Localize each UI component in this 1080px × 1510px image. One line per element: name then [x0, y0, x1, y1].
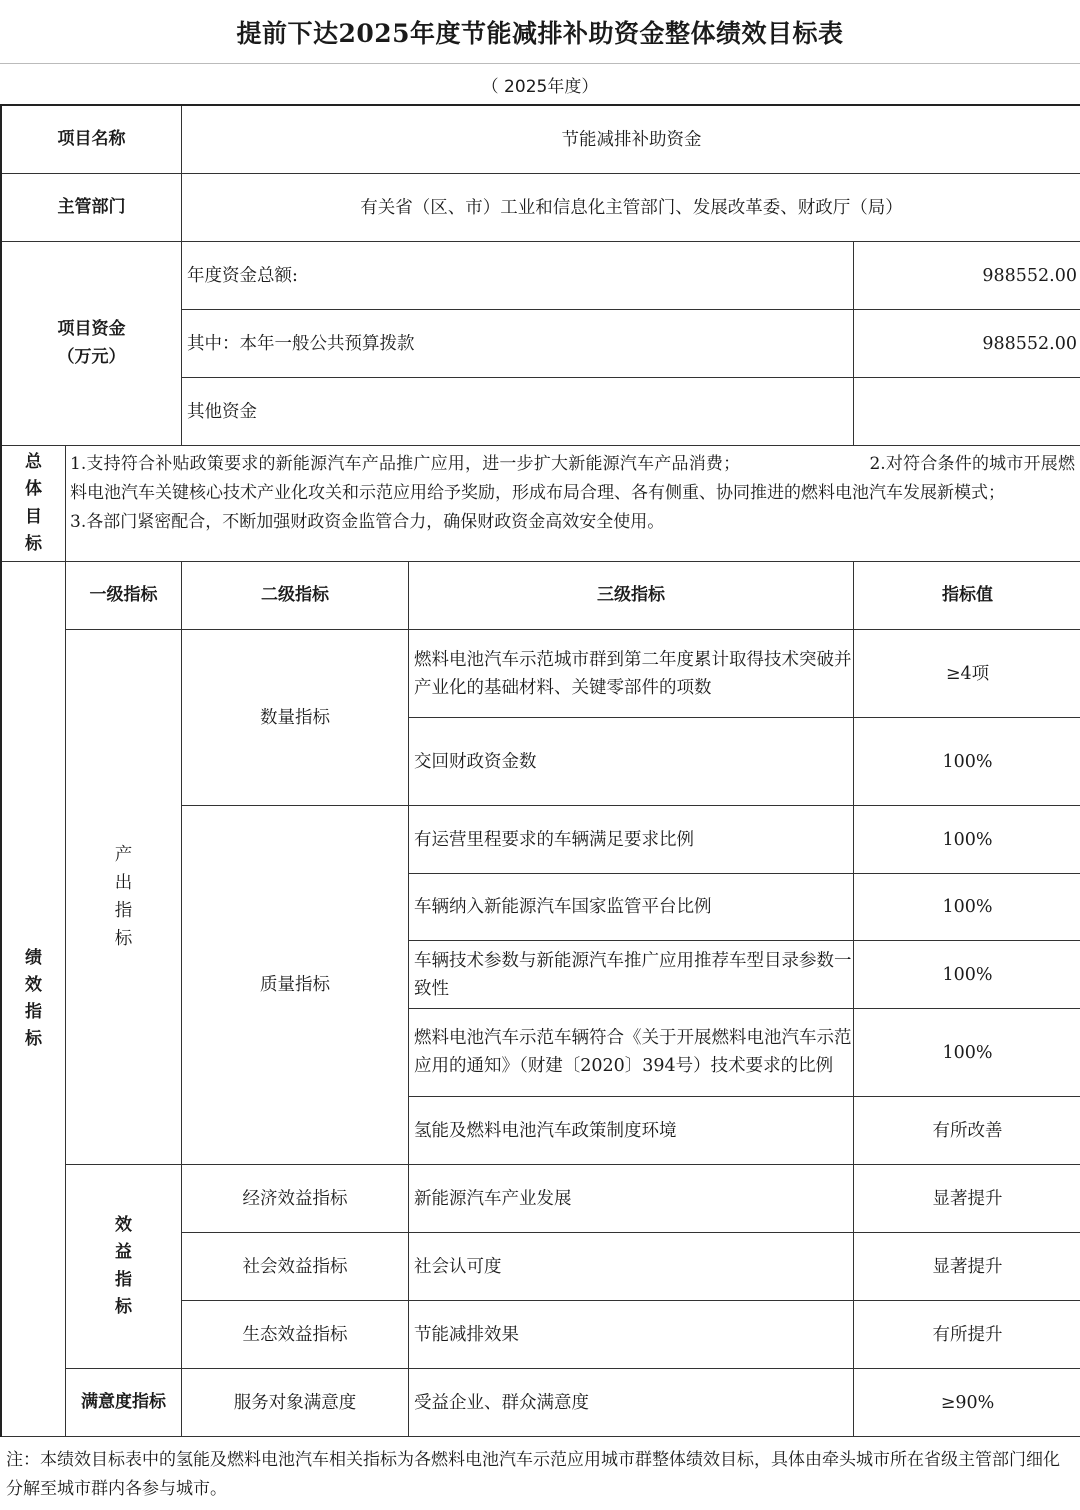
funds-other-label: 其他资金: [182, 378, 854, 446]
indicator-row-6-value: 100%: [854, 1009, 1080, 1097]
document-title: 提前下达2025年度节能减排补助资金整体绩效目标表: [0, 0, 1080, 64]
benefit-indicator-label: [66, 1165, 182, 1369]
quantity-indicator-label: 数量指标: [182, 630, 409, 806]
indicator-row-4-value: 100%: [854, 874, 1080, 941]
dept-value: 有关省（区、市）工业和信息化主管部门、发展改革委、财政厅（局）: [182, 174, 1080, 242]
indicator-row-9-text: 社会认可度: [409, 1233, 854, 1301]
output-indicator-label-text: 产出指标: [114, 845, 133, 949]
performance-table: [0, 104, 1080, 1437]
header-level2: 二级指标: [182, 562, 409, 630]
funds-total-value: 988552.00: [854, 242, 1080, 310]
funds-label-text: 项目资金（万元）: [57, 319, 126, 367]
indicator-row-3-value: 100%: [854, 806, 1080, 874]
indicator-row-7-value: 有所改善: [854, 1097, 1080, 1165]
funds-budget-value: 988552.00: [854, 310, 1080, 378]
indicator-row-1-text: 燃料电池汽车示范城市群到第二年度累计取得技术突破并产业化的基础材料、关键零部件的项数: [409, 630, 854, 718]
funds-other-value: [854, 378, 1080, 446]
document-year: （ 2025年度）: [481, 76, 599, 97]
benefit-indicator-label-text: 效益指标: [114, 1215, 132, 1317]
indicator-row-10-value: 有所提升: [854, 1301, 1080, 1369]
header-level3: 三级指标: [409, 562, 854, 630]
indicator-row-11-text: 受益企业、群众满意度: [409, 1369, 854, 1437]
header-value: 指标值: [854, 562, 1080, 630]
indicator-row-8-text: 新能源汽车产业发展: [409, 1165, 854, 1233]
dept-label: 主管部门: [2, 174, 182, 242]
indicators-label-text: 绩效指标: [24, 947, 42, 1050]
output-indicator-label: [66, 630, 182, 1165]
indicator-row-3-text: 有运营里程要求的车辆满足要求比例: [409, 806, 854, 874]
overall-goal-label-text: 总体目标: [24, 452, 42, 554]
indicator-row-10-second: 生态效益指标: [182, 1301, 409, 1369]
indicator-row-11-value: ≥90%: [854, 1369, 1080, 1437]
project-name-label: 项目名称: [2, 106, 182, 174]
funds-total-label: 年度资金总额:: [182, 242, 854, 310]
indicator-row-9-second: 社会效益指标: [182, 1233, 409, 1301]
indicator-row-5-value: 100%: [854, 941, 1080, 1009]
project-name-value: 节能减排补助资金: [182, 106, 1080, 174]
overall-goal-part1: 1.支持符合补贴政策要求的新能源汽车产品推广应用，进一步扩大新能源汽车产品消费； 2.对符合条件的城市开展燃料电池汽车关键核心技术产业化攻关和示范应用给予奖励，形成布局合理、各有侧重、协同推进的燃料电池汽车发展新模式；: [70, 454, 1075, 504]
header-level1: 一级指标: [66, 562, 182, 630]
indicator-row-2-value: 100%: [854, 718, 1080, 806]
indicator-row-8-value: 显著提升: [854, 1165, 1080, 1233]
overall-goal-text: [66, 446, 1080, 562]
indicator-row-9-value: 显著提升: [854, 1233, 1080, 1301]
satisfaction-indicator-label: 满意度指标: [66, 1369, 182, 1437]
indicator-row-2-text: 交回财政资金数: [409, 718, 854, 806]
footnote: 注：本绩效目标表中的氢能及燃料电池汽车相关指标为各燃料电池汽车示范应用城市群整体绩效目标，具体由牵头城市所在省级主管部门细化分解至城市群内各参与城市。: [6, 1450, 1060, 1500]
indicator-row-1-value: ≥4项: [854, 630, 1080, 718]
indicators-label: [2, 562, 66, 1437]
indicator-row-7-text: 氢能及燃料电池汽车政策制度环境: [409, 1097, 854, 1165]
quality-indicator-label: 质量指标: [182, 806, 409, 1165]
indicator-row-5-text: 车辆技术参数与新能源汽车推广应用推荐车型目录参数一致性: [409, 941, 854, 1009]
funds-label: [2, 242, 182, 446]
indicator-row-4-text: 车辆纳入新能源汽车国家监管平台比例: [409, 874, 854, 941]
funds-budget-label: 其中：本年一般公共预算拨款: [182, 310, 854, 378]
indicator-row-6-text: 燃料电池汽车示范车辆符合《关于开展燃料电池汽车示范应用的通知》（财建〔2020〕394号）技术要求的比例: [409, 1009, 854, 1097]
indicator-row-11-second: 服务对象满意度: [182, 1369, 409, 1437]
indicator-row-10-text: 节能减排效果: [409, 1301, 854, 1369]
overall-goal-part2: 3.各部门紧密配合，不断加强财政资金监管合力，确保财政资金高效安全使用。: [70, 512, 665, 533]
overall-goal-label: [2, 446, 66, 562]
indicator-row-8-second: 经济效益指标: [182, 1165, 409, 1233]
